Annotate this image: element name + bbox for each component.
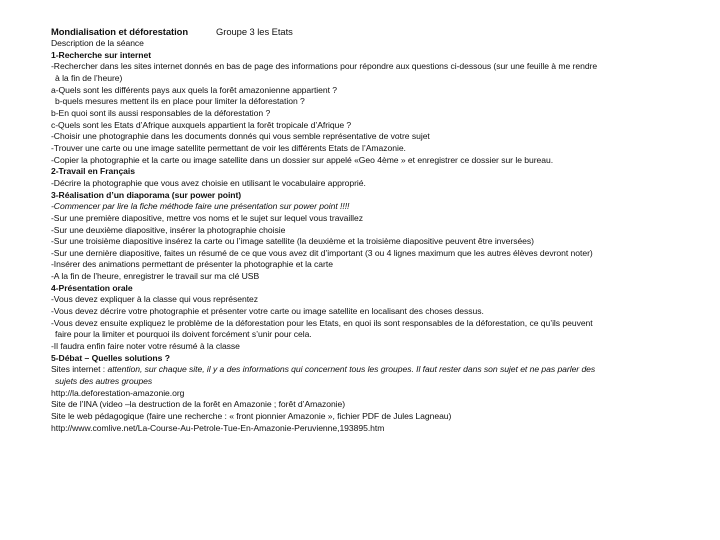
question-a: a-Quels sont les différents pays aux quels la forêt amazonienne appartient ? — [51, 84, 338, 95]
save-instruction: -A la fin de l’heure, enregistrer le travail sur ma clé USB — [51, 271, 260, 282]
sites-line — [51, 364, 701, 376]
slide1-instruction: -Sur une première diapositive, mettre vos noms et le sujet sur lequel vous travaillez — [51, 212, 363, 223]
animations-instruction: -Insérer des animations permettant de présenter la photographie et la carte — [51, 259, 333, 270]
step2-heading: 2-Travail en Français — [51, 166, 135, 177]
step1-heading: 1-Recherche sur internet — [51, 49, 152, 60]
title-line — [51, 25, 701, 38]
ina-site-reference: Site de l’INA (video –la destruction de la forêt en Amazonie ; forêt d’Amazonie) — [51, 399, 346, 410]
step3-heading: 3-Réalisation d’un diaporama (sur power point) — [51, 189, 242, 200]
slide3-instruction: -Sur une troisième diapositive insérez la carte ou l’image satellite (la deuxième et la troisième diapositive peuvent être inversées) — [51, 236, 534, 247]
choose-photo-instruction: -Choisir une photographie dans les documents donnés qui vous semble représentative de votre sujet — [51, 131, 430, 142]
step1-intro-continued: à la fin de l’heure) — [55, 72, 123, 83]
comlive-site-link[interactable]: http://www.comlive.net/La-Course-Au-Petrole-Tue-En-Amazonie-Peruvienne,193895.htm — [51, 422, 385, 433]
step4-heading: 4-Présentation orale — [51, 282, 133, 293]
step5-heading: 5-Débat – Quelles solutions ? — [51, 352, 170, 363]
describe-map-instruction: -Vous devez décrire votre photographie et présenter votre carte ou image satellite en localisant des choses dessus. — [51, 306, 484, 317]
explain-instruction: -Vous devez expliquer à la classe qui vous représentez — [51, 294, 259, 305]
step1-intro: -Rechercher dans les sites internet donnés en bas de page des informations pour répondre aux questions ci-dessous (sur une feuille à me rendre — [51, 61, 598, 72]
session-description: Description de la séance — [51, 38, 144, 48]
sites-note: attention, sur chaque site, il y a des informations qui concernent tous les groupes. Il faut rester dans son sujet et ne pas parler des — [107, 364, 596, 375]
find-map-instruction: -Trouver une carte ou une image satellite permettant de voir les différents Etats de l’Amazonie. — [51, 142, 406, 153]
summary-instruction: -Il faudra enfin faire noter votre résumé à la classe — [51, 341, 240, 352]
problem-instruction: -Vous devez ensuite expliquez le problème de la déforestation pour les Etats, en quoi ils sont responsables de la déforestation, ce qu’ils peuvent — [51, 317, 593, 328]
deforestation-site-link[interactable]: http://la.deforestation-amazonie.org — [51, 387, 185, 398]
describe-photo-instruction: -Décrire la photographie que vous avez choisie en utilisant le vocabulaire approprié. — [51, 177, 366, 188]
question-b2: b-En quoi sont ils aussi responsables de la déforestation ? — [51, 107, 271, 118]
question-c: c-Quels sont les Etats d’Afrique auxquels appartient la forêt tropicale d’Afrique ? — [51, 119, 352, 130]
sites-note-continued: sujets des autres groupes — [55, 376, 153, 387]
last-slide-instruction: -Sur une dernière diapositive, faites un résumé de ce que vous avez dit d’important (3 ou 4 lignes maximum que les autres élèves devront noter) — [51, 247, 593, 258]
pedagogic-site-reference: Site le web pédagogique (faire une recherche : « front pionnier Amazonie », fichier PDF de Jules Lagneau) — [51, 411, 452, 421]
sites-label: Sites internet : — [51, 364, 108, 375]
slide2-instruction: -Sur une deuxième diapositive, insérer la photographie choisie — [51, 224, 286, 235]
question-b1: b-quels mesures mettent ils en place pour limiter la déforestation ? — [55, 96, 305, 107]
copy-files-instruction: -Copier la photographie et la carte ou image satellite dans un dossier sur appelé «Geo 4ème » et enregistrer ce dossier sur le bureau. — [51, 154, 554, 165]
problem-instruction-continued: faire pour la limiter et pourquoi ils doivent forcément s’unir pour cela. — [55, 329, 312, 340]
group-label: Groupe 3 les Etats — [216, 26, 293, 37]
document-body — [51, 25, 701, 434]
method-sheet-note: -Commencer par lire la fiche méthode faire une présentation sur power point !!!! — [51, 201, 350, 212]
document-title: Mondialisation et déforestation — [51, 26, 189, 37]
